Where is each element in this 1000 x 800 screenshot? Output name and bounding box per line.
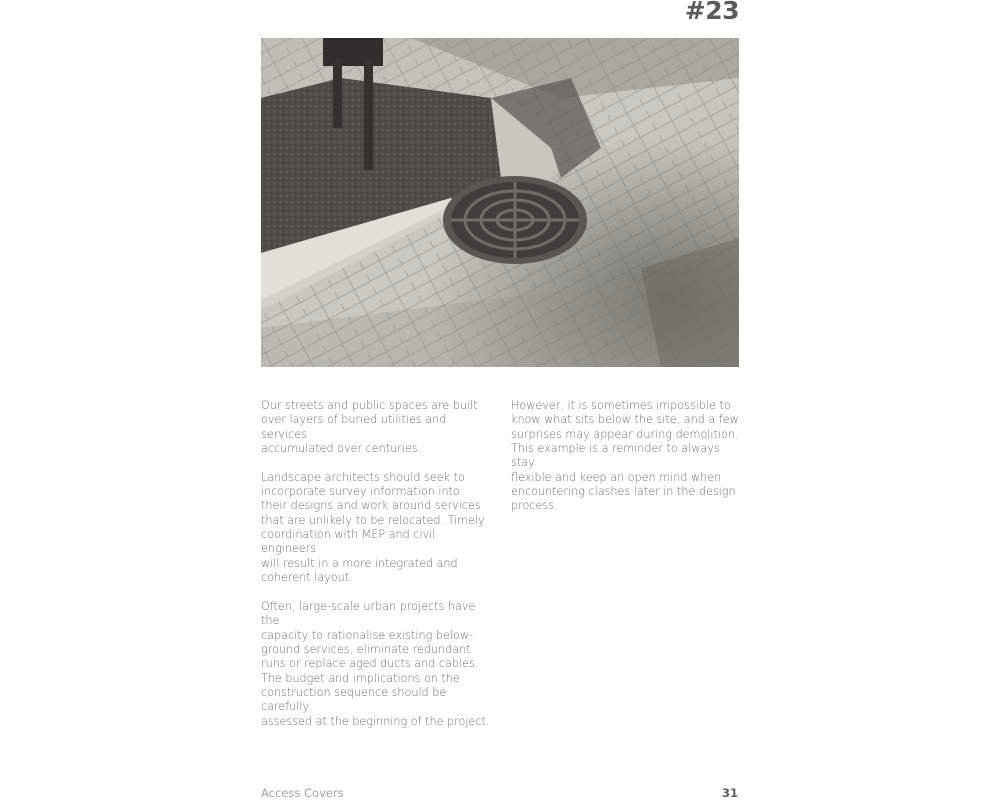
body-column-right [511,399,743,528]
paragraph-survey: Landscape architects should seek to incorporate survey information into their designs and work around services that are unlikely to be relocated. Timely coordination with MEP and civil engineers will result in a more integrated and coherent layout. [261,470,485,585]
case-number-heading: #23 [684,0,739,25]
paragraph-surprises: However, it is sometimes impossible to know what sits below the site, and a few surprises may appear during demolition. This example is a reminder to always stay flexible and keep an open mind when encountering clashes later in the design process. [511,399,739,513]
footer-page-number: 31 [721,786,738,800]
footer-section-title: Access Covers [261,786,344,800]
body-column-left [261,399,493,743]
paragraph-intro: Our streets and public spaces are built over layers of buried utilities and services accumulated over centuries. [261,399,478,456]
manhole-cover-photo [261,38,739,367]
paragraph-rationalise: Often, large-scale urban projects have the capacity to rationalise existing below- ground services, eliminate redundant runs or replace aged ducts and cables. The budget and implications on the construction sequence should be carefully assessed at the beginning of the project. [261,599,490,728]
